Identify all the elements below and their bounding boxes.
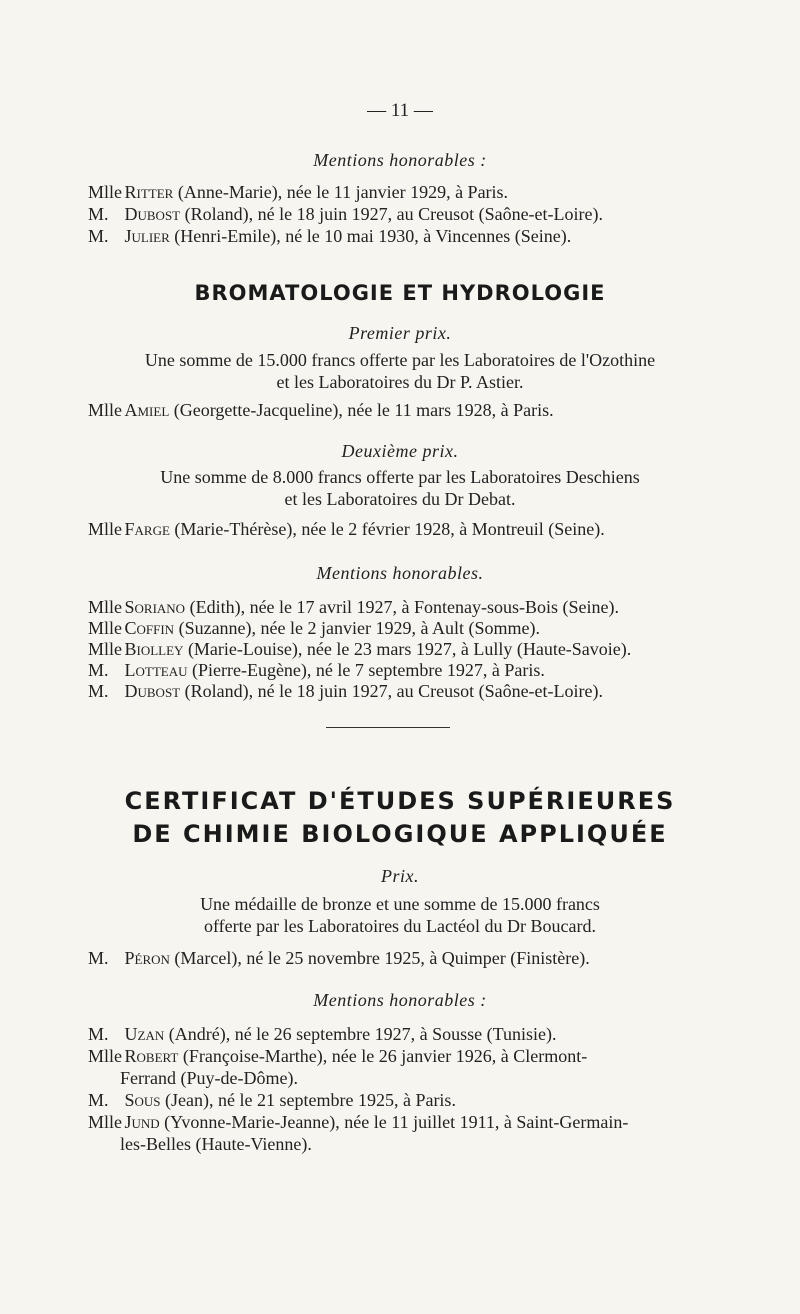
first-prize-desc-line2: et les Laboratoires du Dr P. Astier. <box>276 372 524 392</box>
entry-title: Mlle <box>88 618 122 638</box>
mention-entry <box>88 1111 728 1155</box>
section-divider <box>326 727 450 728</box>
mention-entry <box>88 617 728 639</box>
entry-title: Mlle <box>88 1112 122 1132</box>
second-prize-label: Deuxième prix. <box>341 441 459 461</box>
entry-title: M. <box>88 1090 109 1110</box>
second-prize-winner <box>88 518 728 540</box>
certificate-prize-label: Prix. <box>381 866 419 886</box>
entry-surname: Dubost <box>124 681 181 701</box>
mentions-heading-2: Mentions honorables. <box>316 563 484 583</box>
page-number: — 11 — <box>367 100 433 121</box>
entry-surname: Soriano <box>124 597 186 617</box>
mention-entry <box>88 203 728 225</box>
entry-details: (Yvonne-Marie-Jeanne), née le 11 juillet 1911, à Saint-Germain- <box>164 1112 629 1132</box>
entry-title: Mlle <box>88 639 122 659</box>
mention-entry <box>88 1023 728 1045</box>
first-prize-description <box>0 349 800 393</box>
certificate-prize-description <box>0 893 800 937</box>
entry-details: (Marcel), né le 25 novembre 1925, à Quimper (Finistère). <box>174 948 590 968</box>
section-heading-bromatologie: BROMATOLOGIE ET HYDROLOGIE <box>194 281 606 305</box>
entry-details: (Marie-Thérèse), née le 2 février 1928, à Montreuil (Seine). <box>174 519 605 539</box>
entry-title: Mlle <box>88 519 122 539</box>
entry-surname: Julier <box>124 226 170 246</box>
entry-details: (Georgette-Jacqueline), née le 11 mars 1928, à Paris. <box>173 400 554 420</box>
mention-entry <box>88 680 728 702</box>
entry-surname: Péron <box>124 948 170 968</box>
mention-entry <box>88 596 728 618</box>
entry-title: M. <box>88 226 109 246</box>
entry-details-continued: les-Belles (Haute-Vienne). <box>120 1134 312 1154</box>
entry-details: (Pierre-Eugène), né le 7 septembre 1927, à Paris. <box>191 660 545 680</box>
entry-details: (Suzanne), née le 2 janvier 1929, à Ault (Somme). <box>178 618 540 638</box>
second-prize-desc-line1: Une somme de 8.000 francs offerte par les Laboratoires Deschiens <box>160 467 640 487</box>
first-prize-label: Premier prix. <box>348 323 452 343</box>
certificate-desc-line1: Une médaille de bronze et une somme de 15.000 francs <box>200 894 600 914</box>
first-prize-desc-line1: Une somme de 15.000 francs offerte par les Laboratoires de l'Ozothine <box>144 350 656 370</box>
entry-details: (Jean), né le 21 septembre 1925, à Paris. <box>165 1090 456 1110</box>
entry-title: M. <box>88 1024 109 1044</box>
certificate-prize-winner <box>88 947 728 969</box>
entry-title: M. <box>88 660 109 680</box>
entry-surname: Uzan <box>124 1024 165 1044</box>
entry-details: (Françoise-Marthe), née le 26 janvier 1926, à Clermont- <box>182 1046 588 1066</box>
entry-surname: Dubost <box>124 204 181 224</box>
entry-details: (Anne-Marie), née le 11 janvier 1929, à Paris. <box>177 182 509 202</box>
entry-surname: Jund <box>124 1112 160 1132</box>
entry-surname: Robert <box>124 1046 179 1066</box>
entry-title: Mlle <box>88 1046 122 1066</box>
entry-surname: Amiel <box>124 400 170 420</box>
entry-details: (Henri-Emile), né le 10 mai 1930, à Vincennes (Seine). <box>174 226 572 246</box>
entry-title: M. <box>88 681 109 701</box>
entry-title: Mlle <box>88 182 122 202</box>
certificate-heading-line2: DE CHIMIE BIOLOGIQUE APPLIQUÉE <box>132 820 668 848</box>
entry-details: (Marie-Louise), née le 23 mars 1927, à Lully (Haute-Savoie). <box>187 639 632 659</box>
mention-entry <box>88 181 728 203</box>
first-prize-winner <box>88 399 728 421</box>
entry-details: (Roland), né le 18 juin 1927, au Creusot (Saône-et-Loire). <box>184 681 604 701</box>
mentions-heading-1: Mentions honorables : <box>313 150 487 170</box>
entry-details-continued: Ferrand (Puy-de-Dôme). <box>120 1068 298 1088</box>
mention-entry <box>88 225 728 247</box>
entry-surname: Sous <box>124 1090 161 1110</box>
mention-entry <box>88 638 728 660</box>
entry-details: (André), né le 26 septembre 1927, à Sousse (Tunisie). <box>168 1024 557 1044</box>
certificate-heading <box>0 785 800 851</box>
second-prize-desc-line2: et les Laboratoires du Dr Debat. <box>284 489 516 509</box>
mentions-heading-3: Mentions honorables : <box>313 990 487 1010</box>
mention-entry <box>88 659 728 681</box>
entry-title: Mlle <box>88 400 122 420</box>
entry-details: (Edith), née le 17 avril 1927, à Fontenay-sous-Bois (Seine). <box>189 597 619 617</box>
entry-surname: Farge <box>124 519 170 539</box>
entry-title: Mlle <box>88 597 122 617</box>
entry-surname: Ritter <box>124 182 174 202</box>
certificate-heading-line1: CERTIFICAT D'ÉTUDES SUPÉRIEURES <box>124 787 676 815</box>
entry-surname: Lotteau <box>124 660 188 680</box>
entry-surname: Biolley <box>124 639 184 659</box>
mention-entry <box>88 1089 728 1111</box>
entry-details: (Roland), né le 18 juin 1927, au Creusot (Saône-et-Loire). <box>184 204 604 224</box>
second-prize-description <box>0 466 800 510</box>
certificate-desc-line2: offerte par les Laboratoires du Lactéol du Dr Boucard. <box>203 916 596 936</box>
mention-entry <box>88 1045 728 1089</box>
entry-surname: Coffin <box>124 618 175 638</box>
entry-title: M. <box>88 204 109 224</box>
entry-title: M. <box>88 948 109 968</box>
